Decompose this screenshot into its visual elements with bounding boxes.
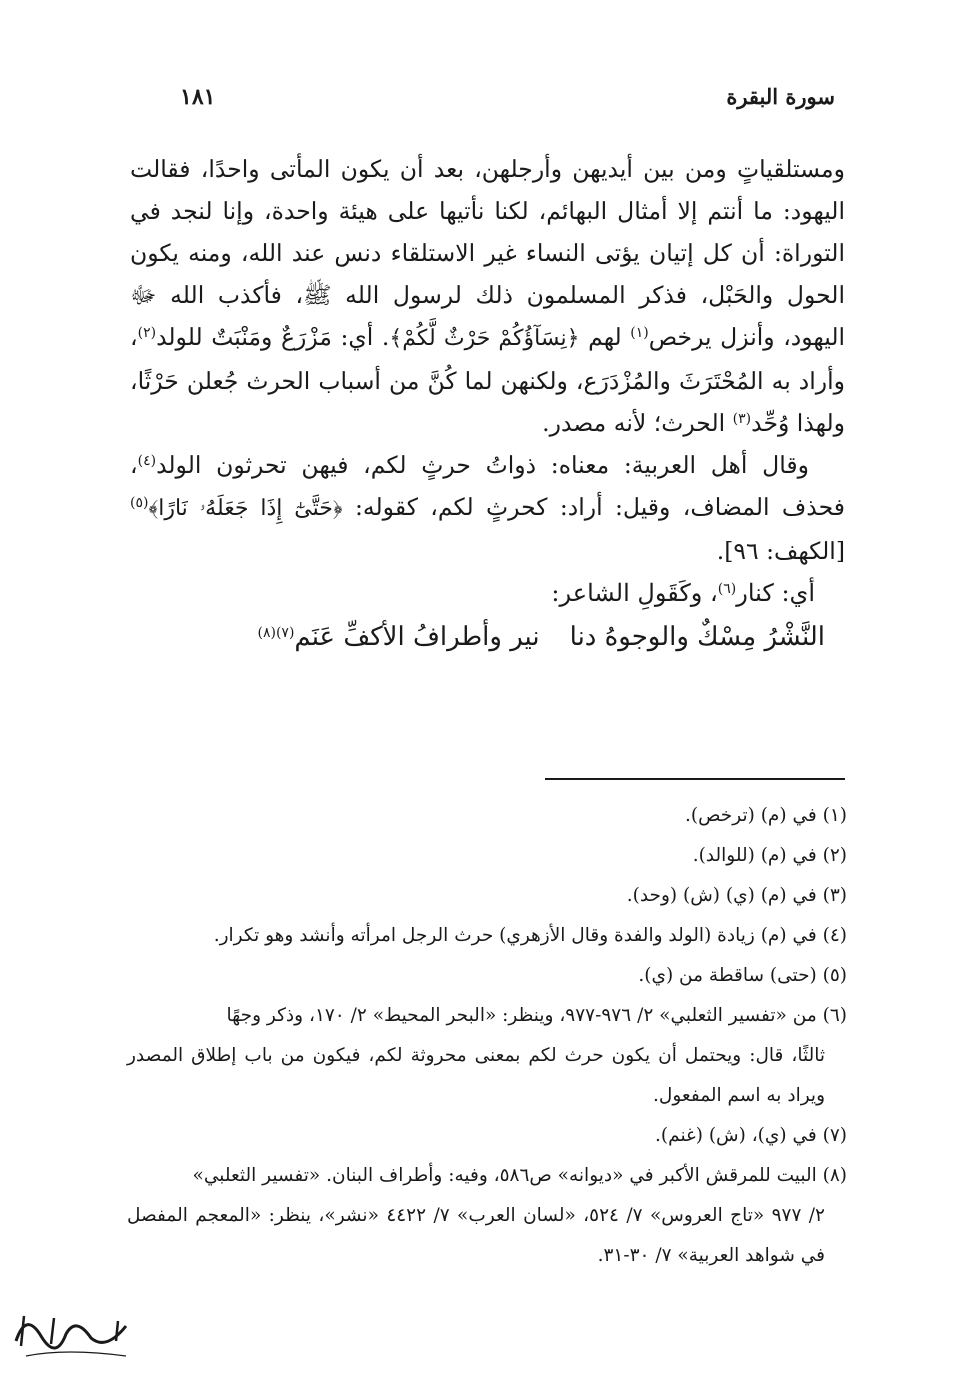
text-run: ، وكَقَولِ الشاعر:	[551, 579, 718, 607]
footnote-ref-6: (٦)	[717, 581, 737, 597]
footnotes	[127, 796, 847, 1276]
page-number: ١٨١	[180, 84, 216, 110]
page-header	[140, 84, 835, 120]
quran-quote-1: ﴿نِسَآؤُكُمْ حَرْثٌ لَّكُمْ﴾	[389, 326, 580, 351]
paragraph-2	[130, 444, 845, 572]
footnote-6-continued: ثالثًا، قال: ويحتمل أن يكون حرث لكم بمعنى محروثة لكم، فيكون من باب إطلاق المصدر ويراد به اسم المفعول.	[127, 1045, 825, 1106]
footnote-ref-3: (٣)	[732, 411, 752, 427]
quran-quote-2: ﴿حَتَّىٰٓ إِذَا جَعَلَهُۥ نَارًا﴾	[148, 496, 343, 521]
text-run: [الكهف: ٩٦].	[716, 537, 845, 565]
publisher-logo	[6, 1296, 146, 1366]
footnote-ref-2: (٢)	[137, 325, 157, 341]
main-text	[130, 148, 845, 660]
surah-title: سورة البقرة	[726, 84, 835, 109]
footnote-ref-8: (٨)	[257, 625, 276, 641]
hemistich-1: النَّشْرُ مِسْكٌ والوجوهُ دنا	[569, 622, 825, 652]
footnote-3: (٣) في (م) (ي) (ش) (وحد).	[626, 885, 847, 906]
footnote-1: (١) في (م) (ترخص).	[685, 805, 847, 826]
hemistich-2: نير وأطرافُ الأكفِّ عَنَم	[294, 622, 540, 652]
footnote-7: (٧) في (ي)، (ش) (غنم).	[655, 1125, 847, 1146]
text-run: ، فحذف المضاف، وقيل: أراد: كحرثٍ لكم، كقوله:	[130, 451, 846, 521]
paragraph-1	[130, 148, 845, 444]
footnote-ref-5: (٥)	[130, 495, 149, 511]
footnote-8-continued: ٢/ ٩٧٧ «تاج العروس» ٧/ ٥٢٤، «لسان العرب» ٧/ ٤٤٢٢ «نشر»، ينظر: «المعجم المفصل في شواهد العربية» ٧/ ٣٠-٣١.	[127, 1205, 825, 1266]
text-run: ، وأراد به المُحْتَرَثَ والمُزْدَرَع، ولكنهن لما كُنَّ من أسباب الحرث جُعلن حَرْثًا، ولهذا وُحِّد	[130, 323, 845, 437]
footnote-4: (٤) في (م) زيادة (الولد والفدة وقال الأزهري) حرث الرجل امرأته وأنشد وهو تكرار.	[213, 925, 847, 946]
footnote-ref-4: (٤)	[137, 453, 157, 469]
footnote-ref-1: (١)	[630, 325, 649, 341]
footnote-5: (٥) (حتى) ساقطة من (ي).	[638, 965, 847, 986]
text-run: أي: كنار	[736, 579, 815, 607]
footnote-separator	[545, 778, 845, 780]
poetry-verse	[130, 614, 845, 660]
text-run: ومستلقياتٍ ومن بين أيديهن وأرجلهن، بعد أن يكون المأتى واحدًا، فقالت اليهود: ما أنتم إلا أمثال البهائم، لكنا نأتيها على هيئة واحدة، وإنا لنجد في التوراة: أن كل إتيان يؤتى النساء غير الاستلقاء دنس عند الله، ومنه يكون الحول والحَبْل، فذكر المسلمون ذلك لرسول الله ﷺ، فأكذب الله ﷻ اليهود، وأنزل يرخص	[130, 155, 846, 351]
text-run: وقال أهل العربية: معناه: ذواتُ حرثٍ لكم، فيهن تحرثون الولد	[156, 451, 809, 479]
verse-intro	[130, 572, 845, 614]
footnote-ref-7: (٧)	[275, 625, 295, 641]
text-run: الحرث؛ لأنه مصدر.	[542, 409, 733, 437]
text-run: لهم	[579, 323, 631, 351]
footnote-2: (٢) في (م) (للوالد).	[692, 845, 847, 866]
footnote-6: (٦) من «تفسير الثعلبي» ٢/ ٩٧٦-٩٧٧، وينظر: «البحر المحيط» ٢/ ١٧٠، وذكر وجهًا	[226, 1005, 847, 1026]
text-run: . أي: مَزْرَعٌ ومَنْبَتٌ للولد	[156, 323, 390, 351]
footnote-8: (٨) البيت للمرقش الأكبر في «ديوانه» ص٥٨٦، وفيه: وأطراف البنان. «تفسير الثعلبي»	[192, 1165, 847, 1186]
